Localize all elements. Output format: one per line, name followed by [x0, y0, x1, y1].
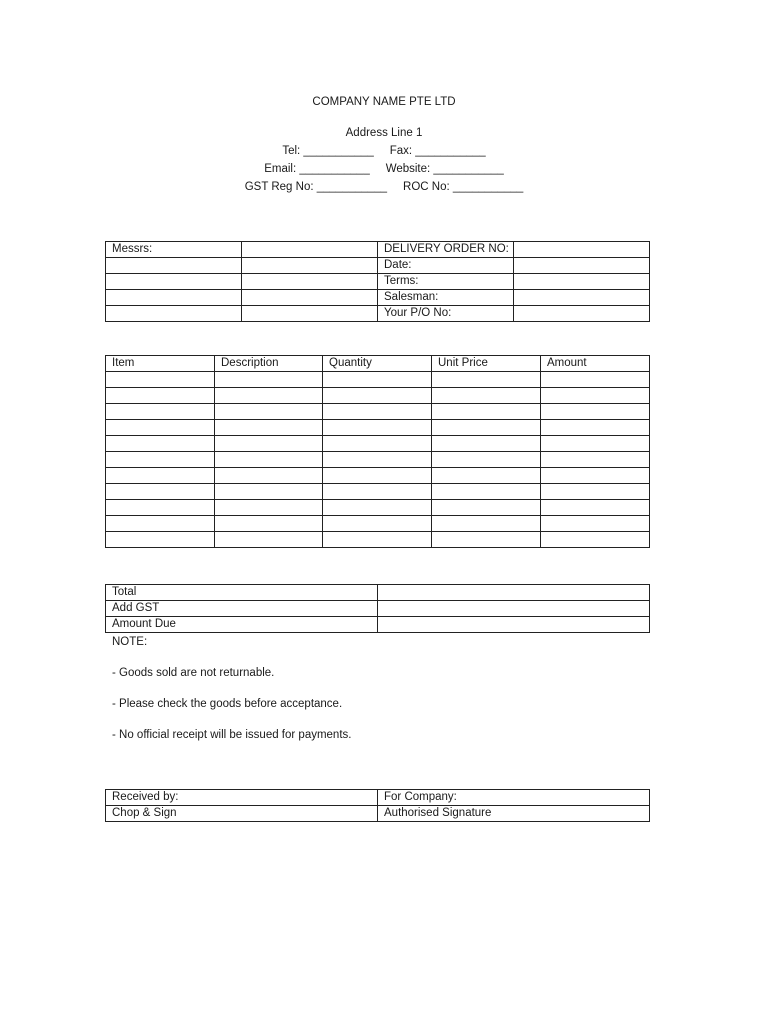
header-amount: Amount — [541, 356, 650, 372]
description-cell[interactable] — [215, 388, 323, 404]
quantity-cell[interactable] — [323, 388, 432, 404]
item-cell[interactable] — [106, 436, 215, 452]
note-item: - Goods sold are not returnable. — [112, 667, 275, 679]
table-row — [106, 290, 650, 306]
header-item: Item — [106, 356, 215, 372]
totals-table — [105, 584, 650, 633]
table-row — [106, 790, 650, 806]
tel-fax-line: Tel: ___________ Fax: ___________ — [282, 145, 486, 157]
item-cell[interactable] — [106, 372, 215, 388]
unit-price-cell[interactable] — [432, 468, 541, 484]
add-gst-value-cell[interactable] — [378, 601, 650, 617]
company-name: COMPANY NAME PTE LTD — [312, 96, 456, 108]
table-row — [106, 372, 650, 388]
info-value-cell[interactable] — [514, 306, 650, 322]
info-value-cell[interactable] — [242, 258, 378, 274]
description-cell[interactable] — [215, 500, 323, 516]
header-description: Description — [215, 356, 323, 372]
info-label-cell — [106, 290, 242, 306]
note-item: - No official receipt will be issued for payments. — [112, 729, 352, 741]
quantity-cell[interactable] — [323, 468, 432, 484]
table-row — [106, 516, 650, 532]
quantity-cell[interactable] — [323, 372, 432, 388]
table-row — [106, 242, 650, 258]
item-cell[interactable] — [106, 500, 215, 516]
total-label: Total — [106, 585, 378, 601]
item-cell[interactable] — [106, 484, 215, 500]
amount-cell[interactable] — [541, 532, 650, 548]
for-company-cell: For Company: — [378, 790, 650, 806]
table-row — [106, 258, 650, 274]
signature-table — [105, 789, 650, 822]
customer-info-table — [105, 241, 650, 322]
received-by-cell: Received by: — [106, 790, 378, 806]
description-cell[interactable] — [215, 516, 323, 532]
quantity-cell[interactable] — [323, 436, 432, 452]
description-cell[interactable] — [215, 436, 323, 452]
item-cell[interactable] — [106, 532, 215, 548]
description-cell[interactable] — [215, 372, 323, 388]
unit-price-cell[interactable] — [432, 532, 541, 548]
amount-cell[interactable] — [541, 372, 650, 388]
amount-due-label: Amount Due — [106, 617, 378, 633]
item-cell[interactable] — [106, 516, 215, 532]
unit-price-cell[interactable] — [432, 500, 541, 516]
info-label-cell: Your P/O No: — [378, 306, 514, 322]
info-label-cell: DELIVERY ORDER NO: — [378, 242, 514, 258]
unit-price-cell[interactable] — [432, 388, 541, 404]
item-cell[interactable] — [106, 388, 215, 404]
unit-price-cell[interactable] — [432, 484, 541, 500]
table-row — [106, 500, 650, 516]
table-row — [106, 532, 650, 548]
header-unit-price: Unit Price — [432, 356, 541, 372]
table-row — [106, 306, 650, 322]
table-row — [106, 388, 650, 404]
info-label-cell: Date: — [378, 258, 514, 274]
table-row — [106, 436, 650, 452]
amount-cell[interactable] — [541, 516, 650, 532]
amount-cell[interactable] — [541, 452, 650, 468]
info-label-cell: Messrs: — [106, 242, 242, 258]
amount-due-value-cell[interactable] — [378, 617, 650, 633]
amount-cell[interactable] — [541, 404, 650, 420]
info-value-cell[interactable] — [514, 274, 650, 290]
table-row — [106, 420, 650, 436]
info-label-cell: Salesman: — [378, 290, 514, 306]
note-item: - Please check the goods before acceptance. — [112, 698, 343, 710]
unit-price-cell[interactable] — [432, 436, 541, 452]
table-row — [106, 468, 650, 484]
description-cell[interactable] — [215, 468, 323, 484]
item-cell[interactable] — [106, 420, 215, 436]
table-row — [106, 585, 650, 601]
authorised-signature-cell: Authorised Signature — [378, 806, 650, 822]
quantity-cell[interactable] — [323, 500, 432, 516]
address-line: Address Line 1 — [345, 127, 423, 139]
note-heading: NOTE: — [112, 636, 148, 648]
gst-roc-line: GST Reg No: ___________ ROC No: ___________ — [244, 181, 524, 193]
table-row — [106, 601, 650, 617]
unit-price-cell[interactable] — [432, 404, 541, 420]
amount-cell[interactable] — [541, 468, 650, 484]
add-gst-label: Add GST — [106, 601, 378, 617]
table-row — [106, 274, 650, 290]
amount-cell[interactable] — [541, 420, 650, 436]
item-cell[interactable] — [106, 468, 215, 484]
info-value-cell[interactable] — [514, 258, 650, 274]
info-value-cell[interactable] — [514, 290, 650, 306]
info-label-cell: Terms: — [378, 274, 514, 290]
info-value-cell[interactable] — [242, 274, 378, 290]
table-row — [106, 452, 650, 468]
unit-price-cell[interactable] — [432, 372, 541, 388]
quantity-cell[interactable] — [323, 404, 432, 420]
quantity-cell[interactable] — [323, 516, 432, 532]
quantity-cell[interactable] — [323, 420, 432, 436]
table-row — [106, 484, 650, 500]
info-value-cell[interactable] — [242, 290, 378, 306]
table-header-row — [106, 356, 650, 372]
description-cell[interactable] — [215, 404, 323, 420]
item-cell[interactable] — [106, 452, 215, 468]
quantity-cell[interactable] — [323, 484, 432, 500]
info-label-cell — [106, 274, 242, 290]
description-cell[interactable] — [215, 532, 323, 548]
info-label-cell — [106, 258, 242, 274]
amount-cell[interactable] — [541, 436, 650, 452]
table-row — [106, 806, 650, 822]
description-cell[interactable] — [215, 484, 323, 500]
amount-cell[interactable] — [541, 500, 650, 516]
items-table — [105, 355, 650, 548]
unit-price-cell[interactable] — [432, 452, 541, 468]
amount-cell[interactable] — [541, 388, 650, 404]
unit-price-cell[interactable] — [432, 516, 541, 532]
table-row — [106, 617, 650, 633]
description-cell[interactable] — [215, 420, 323, 436]
email-website-line: Email: ___________ Website: ___________ — [264, 163, 504, 175]
quantity-cell[interactable] — [323, 452, 432, 468]
unit-price-cell[interactable] — [432, 420, 541, 436]
info-value-cell[interactable] — [514, 242, 650, 258]
item-cell[interactable] — [106, 404, 215, 420]
amount-cell[interactable] — [541, 484, 650, 500]
header-quantity: Quantity — [323, 356, 432, 372]
total-value-cell[interactable] — [378, 585, 650, 601]
info-value-cell[interactable] — [242, 306, 378, 322]
info-value-cell[interactable] — [242, 242, 378, 258]
description-cell[interactable] — [215, 452, 323, 468]
info-label-cell — [106, 306, 242, 322]
chop-sign-cell: Chop & Sign — [106, 806, 378, 822]
quantity-cell[interactable] — [323, 532, 432, 548]
table-row — [106, 404, 650, 420]
